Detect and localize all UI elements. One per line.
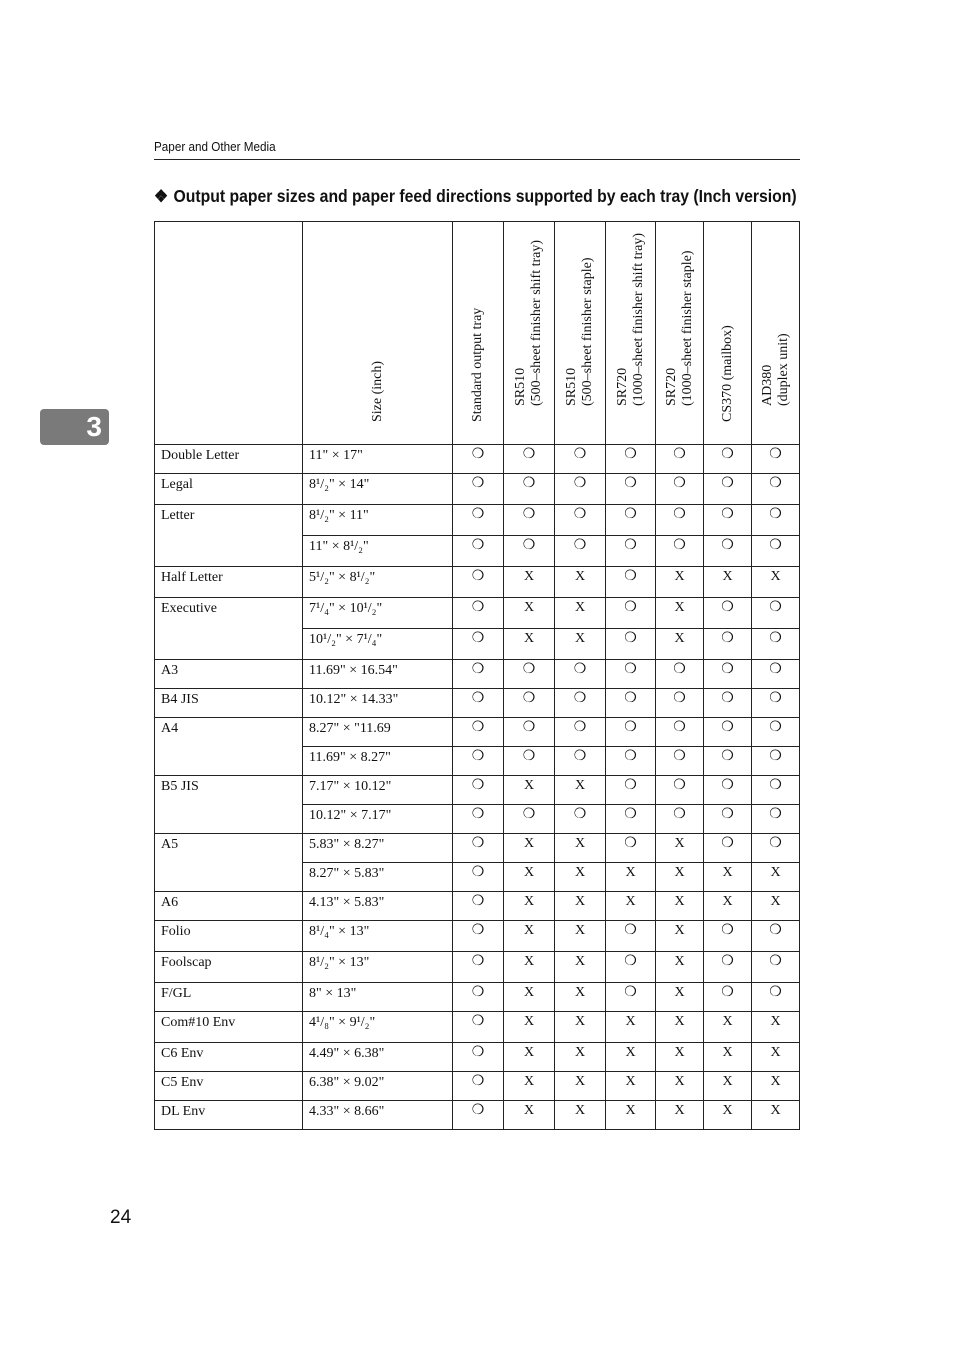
support-mark-cell: ❍ <box>752 776 800 805</box>
support-mark-cell: ❍ <box>555 505 606 536</box>
support-mark-cell: ❍ <box>704 921 752 952</box>
support-mark-cell: ❍ <box>704 834 752 863</box>
paper-name-cell: A3 <box>155 660 303 689</box>
support-mark-cell: X <box>704 567 752 598</box>
column-header <box>704 222 752 445</box>
paper-name-cell: DL Env <box>155 1101 303 1130</box>
support-mark-cell: X <box>752 1072 800 1101</box>
paper-name-cell: B5 JIS <box>155 776 303 834</box>
support-mark-cell: ❍ <box>704 805 752 834</box>
paper-size-cell: 7.17" × 10.12" <box>303 776 453 805</box>
table-header-row <box>155 222 800 445</box>
paper-size-cell: 10.12" × 7.17" <box>303 805 453 834</box>
support-mark-cell: X <box>555 834 606 863</box>
table-row <box>155 776 800 805</box>
support-mark-cell: ❍ <box>606 660 656 689</box>
support-mark-cell: X <box>656 983 704 1012</box>
support-mark-cell: X <box>504 892 555 921</box>
paper-size-cell: 7¹/₄" × 10¹/₂" <box>303 598 453 629</box>
support-mark-cell: ❍ <box>555 474 606 505</box>
support-mark-cell: X <box>555 1012 606 1043</box>
support-mark-cell: ❍ <box>704 536 752 567</box>
paper-size-cell: 4.49" × 6.38" <box>303 1043 453 1072</box>
paper-name-cell: F/GL <box>155 983 303 1012</box>
support-mark-cell: ❍ <box>453 834 504 863</box>
support-mark-cell: X <box>504 834 555 863</box>
support-mark-cell: ❍ <box>453 747 504 776</box>
support-mark-cell: X <box>504 921 555 952</box>
paper-size-table <box>154 221 800 1130</box>
column-header-line: SR510 <box>513 367 528 406</box>
column-header-line: SR720 <box>663 367 679 406</box>
running-header-title: Paper and Other Media <box>154 139 276 154</box>
chapter-tab <box>40 409 109 445</box>
support-mark-cell: ❍ <box>606 598 656 629</box>
support-mark-cell: X <box>504 983 555 1012</box>
support-mark-cell: ❍ <box>656 474 704 505</box>
table-row <box>155 598 800 629</box>
support-mark-cell: X <box>606 1072 656 1101</box>
support-mark-cell: X <box>504 1072 555 1101</box>
support-mark-cell: X <box>504 629 555 660</box>
support-mark-cell: ❍ <box>606 776 656 805</box>
paper-size-cell: 11.69" × 8.27" <box>303 747 453 776</box>
column-header <box>155 222 303 445</box>
support-mark-cell: ❍ <box>752 718 800 747</box>
paper-name-cell: A6 <box>155 892 303 921</box>
support-mark-cell: X <box>656 892 704 921</box>
support-mark-cell: ❍ <box>752 536 800 567</box>
support-mark-cell: ❍ <box>555 718 606 747</box>
support-mark-cell: X <box>656 1043 704 1072</box>
table-row <box>155 1043 800 1072</box>
support-mark-cell: ❍ <box>504 474 555 505</box>
support-mark-cell: ❍ <box>656 660 704 689</box>
table-row <box>155 660 800 689</box>
support-mark-cell: ❍ <box>606 567 656 598</box>
support-mark-cell: X <box>656 1012 704 1043</box>
support-mark-cell: ❍ <box>606 445 656 474</box>
support-mark-cell: X <box>555 983 606 1012</box>
support-mark-cell: X <box>704 1101 752 1130</box>
table-row <box>155 567 800 598</box>
support-mark-cell: ❍ <box>453 689 504 718</box>
support-mark-cell: ❍ <box>504 718 555 747</box>
support-mark-cell: X <box>752 1012 800 1043</box>
page-number: 24 <box>110 1207 132 1228</box>
column-header <box>303 222 453 445</box>
support-mark-cell: X <box>555 598 606 629</box>
column-header <box>606 222 656 445</box>
support-mark-cell: ❍ <box>453 776 504 805</box>
paper-size-cell: 10.12" × 14.33" <box>303 689 453 718</box>
support-mark-cell: X <box>704 892 752 921</box>
paper-name-cell: A5 <box>155 834 303 892</box>
column-header <box>504 222 555 445</box>
support-mark-cell: ❍ <box>752 660 800 689</box>
support-mark-cell: X <box>656 1101 704 1130</box>
column-header-line: (1000–sheet finisher shift tray) <box>630 232 646 406</box>
paper-size-cell: 8.27" × "11.69 <box>303 718 453 747</box>
support-mark-cell: ❍ <box>453 1043 504 1072</box>
support-mark-cell: ❍ <box>453 505 504 536</box>
support-mark-cell: X <box>606 1012 656 1043</box>
table-row <box>155 983 800 1012</box>
section-title <box>154 186 814 207</box>
support-mark-cell: X <box>555 1072 606 1101</box>
support-mark-cell: X <box>704 863 752 892</box>
support-mark-cell: ❍ <box>752 505 800 536</box>
support-mark-cell: ❍ <box>752 598 800 629</box>
support-mark-cell: X <box>555 567 606 598</box>
support-mark-cell: ❍ <box>453 863 504 892</box>
support-mark-cell: ❍ <box>606 952 656 983</box>
support-mark-cell: ❍ <box>453 474 504 505</box>
paper-name-cell: Half Letter <box>155 567 303 598</box>
support-mark-cell: ❍ <box>606 747 656 776</box>
paper-size-cell: 4¹/₈" × 9¹/₂" <box>303 1012 453 1043</box>
support-mark-cell: ❍ <box>453 1101 504 1130</box>
support-mark-cell: X <box>555 776 606 805</box>
paper-size-cell: 6.38" × 9.02" <box>303 1072 453 1101</box>
support-mark-cell: ❍ <box>606 718 656 747</box>
support-mark-cell: ❍ <box>453 983 504 1012</box>
chapter-number: 3 <box>86 411 102 442</box>
column-header-line: SR510 <box>564 367 579 406</box>
paper-name-cell: Folio <box>155 921 303 952</box>
support-mark-cell: ❍ <box>704 718 752 747</box>
paper-name-cell: B4 JIS <box>155 689 303 718</box>
support-mark-cell: X <box>752 1043 800 1072</box>
support-mark-cell: X <box>656 952 704 983</box>
paper-size-cell: 10¹/₂" × 7¹/₄" <box>303 629 453 660</box>
support-mark-cell: ❍ <box>704 747 752 776</box>
support-mark-cell: ❍ <box>453 598 504 629</box>
table-row <box>155 1012 800 1043</box>
support-mark-cell: X <box>606 1043 656 1072</box>
support-mark-cell: X <box>504 1101 555 1130</box>
support-mark-cell: ❍ <box>453 921 504 952</box>
support-mark-cell: ❍ <box>606 505 656 536</box>
support-mark-cell: X <box>555 952 606 983</box>
support-mark-cell: ❍ <box>656 536 704 567</box>
column-header-line: AD380 <box>759 364 775 406</box>
support-mark-cell: ❍ <box>453 629 504 660</box>
support-mark-cell: ❍ <box>704 660 752 689</box>
support-mark-cell: X <box>704 1012 752 1043</box>
table-row <box>155 834 800 863</box>
column-header-line: Standard output tray <box>470 307 485 422</box>
column-header <box>752 222 800 445</box>
support-mark-cell: ❍ <box>656 776 704 805</box>
support-mark-cell: ❍ <box>555 747 606 776</box>
table-row <box>155 892 800 921</box>
support-mark-cell: X <box>555 629 606 660</box>
table-row <box>155 718 800 747</box>
paper-name-cell: C6 Env <box>155 1043 303 1072</box>
support-mark-cell: ❍ <box>752 952 800 983</box>
paper-name-cell: Com#10 Env <box>155 1012 303 1043</box>
support-mark-cell: X <box>504 776 555 805</box>
support-mark-cell: X <box>752 892 800 921</box>
support-mark-cell: ❍ <box>555 660 606 689</box>
support-mark-cell: ❍ <box>504 505 555 536</box>
paper-size-cell: 4.13" × 5.83" <box>303 892 453 921</box>
support-mark-cell: ❍ <box>606 474 656 505</box>
support-mark-cell: ❍ <box>606 983 656 1012</box>
support-mark-cell: ❍ <box>656 747 704 776</box>
column-header-label <box>664 250 696 406</box>
column-header-label <box>370 361 386 422</box>
support-mark-cell: X <box>555 1101 606 1130</box>
support-mark-cell: ❍ <box>504 660 555 689</box>
paper-name-cell: Foolscap <box>155 952 303 983</box>
support-mark-cell: ❍ <box>453 567 504 598</box>
column-header-line: (duplex unit) <box>775 333 791 406</box>
paper-name-cell: Letter <box>155 505 303 567</box>
column-header <box>555 222 606 445</box>
paper-size-cell: 8¹/₂" × 11" <box>303 505 453 536</box>
support-mark-cell: ❍ <box>504 805 555 834</box>
support-mark-cell: ❍ <box>704 474 752 505</box>
column-header-line: (500–sheet finisher shift tray) <box>529 239 544 406</box>
support-mark-cell: X <box>752 1101 800 1130</box>
support-mark-cell: ❍ <box>752 983 800 1012</box>
support-mark-cell: X <box>704 1043 752 1072</box>
paper-size-cell: 8¹/₂" × 14" <box>303 474 453 505</box>
paper-size-cell: 5.83" × 8.27" <box>303 834 453 863</box>
support-mark-cell: ❍ <box>453 660 504 689</box>
support-mark-cell: ❍ <box>555 805 606 834</box>
support-mark-cell: ❍ <box>752 747 800 776</box>
support-mark-cell: ❍ <box>606 629 656 660</box>
column-header-label <box>513 240 545 406</box>
support-mark-cell: X <box>656 834 704 863</box>
support-mark-cell: ❍ <box>704 689 752 718</box>
paper-size-cell: 4.33" × 8.66" <box>303 1101 453 1130</box>
support-mark-cell: X <box>606 863 656 892</box>
support-mark-cell: X <box>606 1101 656 1130</box>
paper-size-cell: 11.69" × 16.54" <box>303 660 453 689</box>
support-mark-cell: ❍ <box>656 718 704 747</box>
section-title-text: Output paper sizes and paper feed directions supported by each tray (Inch version) <box>173 186 797 206</box>
support-mark-cell: ❍ <box>606 921 656 952</box>
paper-name-cell: A4 <box>155 718 303 776</box>
support-mark-cell: ❍ <box>656 445 704 474</box>
column-header-line: Size (inch) <box>369 360 385 422</box>
support-mark-cell: ❍ <box>606 805 656 834</box>
support-mark-cell: ❍ <box>752 805 800 834</box>
support-mark-cell: ❍ <box>453 1012 504 1043</box>
table-row <box>155 921 800 952</box>
paper-size-cell: 11" × 17" <box>303 445 453 474</box>
column-header-line: SR720 <box>614 367 630 406</box>
support-mark-cell: ❍ <box>704 629 752 660</box>
table-row <box>155 505 800 536</box>
support-mark-cell: X <box>656 567 704 598</box>
support-mark-cell: ❍ <box>752 445 800 474</box>
support-mark-cell: X <box>504 1012 555 1043</box>
support-mark-cell: ❍ <box>704 598 752 629</box>
paper-name-cell: Double Letter <box>155 445 303 474</box>
support-mark-cell: X <box>504 598 555 629</box>
column-header-line: (1000–sheet finisher staple) <box>679 250 695 406</box>
support-mark-cell: X <box>606 892 656 921</box>
support-mark-cell: X <box>504 567 555 598</box>
support-mark-cell: ❍ <box>606 536 656 567</box>
support-mark-cell: X <box>656 629 704 660</box>
paper-size-cell: 8¹/₂" × 13" <box>303 952 453 983</box>
paper-size-cell: 8" × 13" <box>303 983 453 1012</box>
paper-name-cell: C5 Env <box>155 1072 303 1101</box>
support-mark-cell: ❍ <box>752 834 800 863</box>
support-mark-cell: X <box>656 863 704 892</box>
column-header-label <box>470 308 486 422</box>
support-mark-cell: X <box>504 1043 555 1072</box>
support-mark-cell: ❍ <box>656 805 704 834</box>
support-mark-cell: ❍ <box>453 718 504 747</box>
support-mark-cell: X <box>656 1072 704 1101</box>
support-mark-cell: ❍ <box>704 776 752 805</box>
support-mark-cell: X <box>752 567 800 598</box>
support-mark-cell: X <box>555 921 606 952</box>
table-row <box>155 1101 800 1130</box>
support-mark-cell: ❍ <box>555 445 606 474</box>
support-mark-cell: X <box>555 863 606 892</box>
support-mark-cell: ❍ <box>704 983 752 1012</box>
column-header-label <box>615 233 647 406</box>
support-mark-cell: ❍ <box>752 689 800 718</box>
support-mark-cell: ❍ <box>704 952 752 983</box>
support-mark-cell: ❍ <box>453 1072 504 1101</box>
column-header-label <box>564 257 596 406</box>
paper-name-cell: Executive <box>155 598 303 660</box>
support-mark-cell: ❍ <box>504 747 555 776</box>
support-mark-cell: X <box>555 1043 606 1072</box>
support-mark-cell: ❍ <box>606 834 656 863</box>
support-mark-cell: X <box>656 921 704 952</box>
paper-name-cell: Legal <box>155 474 303 505</box>
paper-size-cell: 8¹/₄" × 13" <box>303 921 453 952</box>
support-mark-cell: ❍ <box>504 536 555 567</box>
support-mark-cell: ❍ <box>453 892 504 921</box>
table-body <box>155 445 800 1130</box>
support-mark-cell: ❍ <box>453 445 504 474</box>
support-mark-cell: ❍ <box>752 629 800 660</box>
support-mark-cell: ❍ <box>704 445 752 474</box>
support-mark-cell: X <box>704 1072 752 1101</box>
support-mark-cell: ❍ <box>752 921 800 952</box>
support-mark-cell: ❍ <box>555 536 606 567</box>
table-row <box>155 1072 800 1101</box>
support-mark-cell: ❍ <box>704 505 752 536</box>
support-mark-cell: ❍ <box>504 689 555 718</box>
column-header-line: CS370 (mailbox) <box>719 325 735 422</box>
support-mark-cell: X <box>555 892 606 921</box>
support-mark-cell: ❍ <box>453 952 504 983</box>
column-header-label <box>720 325 736 422</box>
support-mark-cell: X <box>504 863 555 892</box>
support-mark-cell: ❍ <box>453 805 504 834</box>
support-mark-cell: ❍ <box>656 505 704 536</box>
paper-size-cell: 11" × 8¹/₂" <box>303 536 453 567</box>
support-mark-cell: X <box>504 952 555 983</box>
support-mark-cell: ❍ <box>752 474 800 505</box>
support-mark-cell: ❍ <box>656 689 704 718</box>
support-mark-cell: X <box>656 598 704 629</box>
column-header-line: (500–sheet finisher staple) <box>580 257 595 406</box>
column-header <box>453 222 504 445</box>
table-row <box>155 952 800 983</box>
support-mark-cell: ❍ <box>453 536 504 567</box>
paper-size-cell: 5¹/₂" × 8¹/₂" <box>303 567 453 598</box>
table-row <box>155 445 800 474</box>
support-mark-cell: ❍ <box>555 689 606 718</box>
diamond-bullet-icon: ❖ <box>154 186 169 206</box>
running-header <box>154 139 800 160</box>
column-header-label <box>760 333 792 406</box>
support-mark-cell: X <box>752 863 800 892</box>
table-row <box>155 689 800 718</box>
support-mark-cell: ❍ <box>504 445 555 474</box>
table-row <box>155 474 800 505</box>
column-header <box>656 222 704 445</box>
paper-size-cell: 8.27" × 5.83" <box>303 863 453 892</box>
support-mark-cell: ❍ <box>606 689 656 718</box>
